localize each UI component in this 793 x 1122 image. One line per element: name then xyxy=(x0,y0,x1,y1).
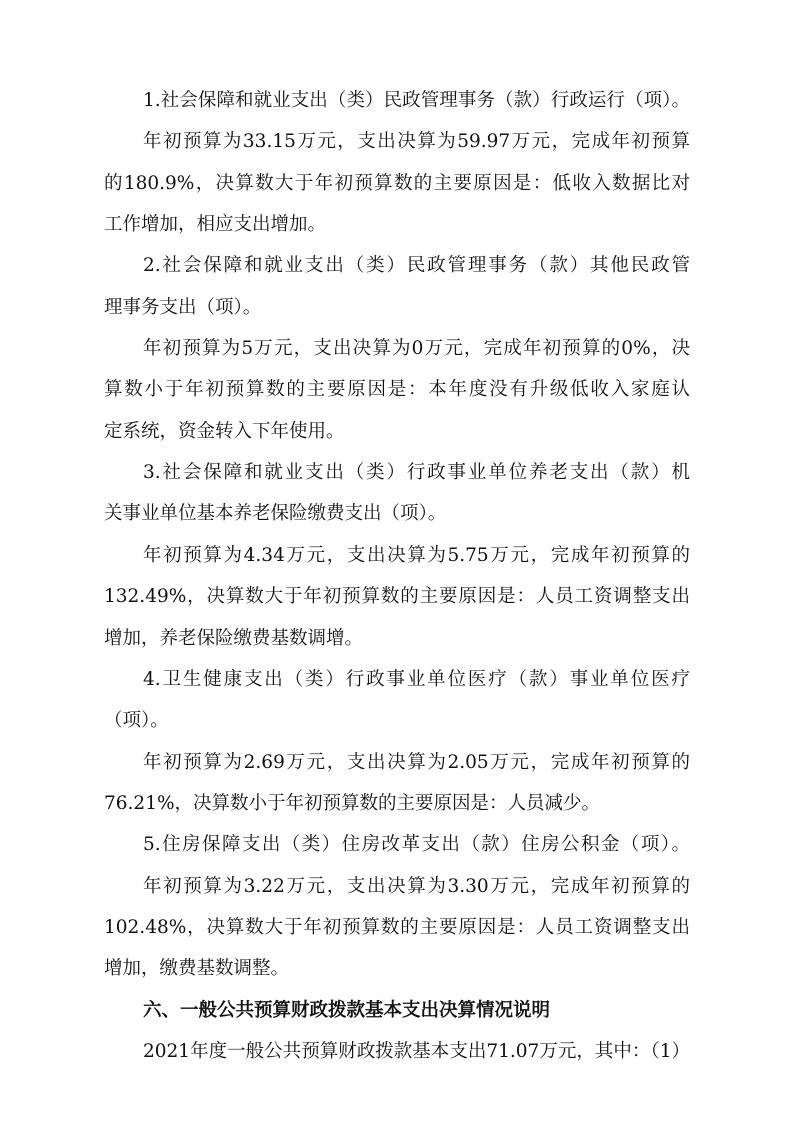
item-2-paragraph-line: 定系统，资金转入下年使用。 xyxy=(104,421,345,442)
item-4-paragraph-line: 年初预算为2.69万元，支出决算为2.05万元，完成年初预算的 xyxy=(143,752,690,773)
item-1-paragraph-line: 的180.9%，决算数大于年初预算数的主要原因是：低收入数据比对 xyxy=(104,173,690,194)
item-3-heading: 关事业单位基本养老保险缴费支出（项）。 xyxy=(104,503,447,524)
item-4-heading: 4.卫生健康支出（类）行政事业单位医疗（款）事业单位医疗 xyxy=(143,669,690,690)
item-4-paragraph-line: 76.21%，决算数小于年初预算数的主要原因是：人员减少。 xyxy=(104,793,601,814)
item-1-heading: 1.社会保障和就业支出（类）民政管理事务（款）行政运行（项）。 xyxy=(143,90,690,111)
item-5-paragraph-line: 增加，缴费基数调整。 xyxy=(104,958,290,979)
section-6-paragraph-line: 2021年度一般公共预算财政拨款基本支出71.07万元，其中：（1） xyxy=(143,1041,690,1062)
item-3-paragraph-line: 年初预算为4.34万元，支出决算为5.75万元，完成年初预算的 xyxy=(143,545,690,566)
item-5-heading: 5.住房保障支出（类）住房改革支出（款）住房公积金（项）。 xyxy=(143,834,690,855)
item-5-paragraph-line: 年初预算为3.22万元，支出决算为3.30万元，完成年初预算的 xyxy=(143,876,690,897)
item-5-paragraph-line: 102.48%，决算数大于年初预算数的主要原因是：人员工资调整支出 xyxy=(104,917,690,938)
item-2-paragraph-line: 年初预算为5万元，支出决算为0万元，完成年初预算的0%，决 xyxy=(143,338,690,359)
item-1-paragraph-line: 工作增加，相应支出增加。 xyxy=(104,214,327,235)
section-6-heading: 六、一般公共预算财政拨款基本支出决算情况说明 xyxy=(143,1000,551,1021)
item-2-paragraph-line: 算数小于年初预算数的主要原因是：本年度没有升级低收入家庭认 xyxy=(104,379,690,400)
item-4-heading: （项）。 xyxy=(104,710,169,731)
item-1-paragraph-line: 年初预算为33.15万元，支出决算为59.97万元，完成年初预算 xyxy=(143,131,690,152)
item-2-heading: 理事务支出（项）。 xyxy=(104,297,262,318)
item-3-paragraph-line: 132.49%，决算数大于年初预算数的主要原因是：人员工资调整支出 xyxy=(104,586,690,607)
item-3-paragraph-line: 增加，养老保险缴费基数调增。 xyxy=(104,628,364,649)
item-2-heading: 2.社会保障和就业支出（类）民政管理事务（款）其他民政管 xyxy=(143,255,690,276)
item-3-heading: 3.社会保障和就业支出（类）行政事业单位养老支出（款）机 xyxy=(143,462,690,483)
